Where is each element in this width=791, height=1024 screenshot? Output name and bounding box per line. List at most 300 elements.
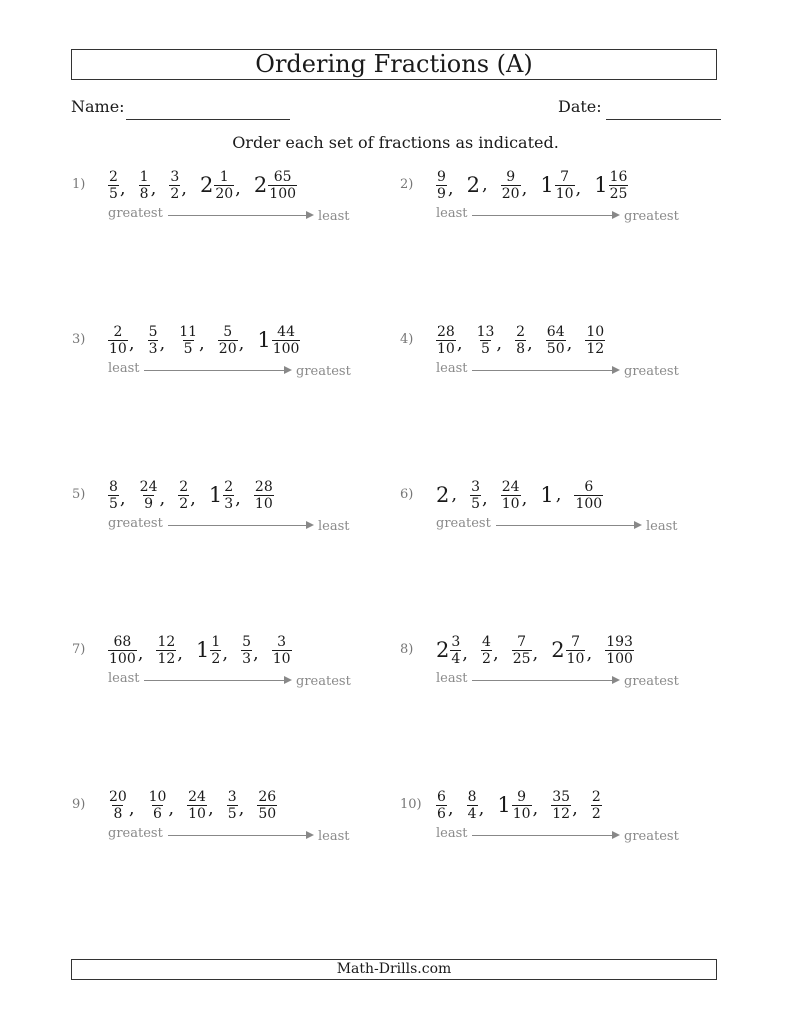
fraction xyxy=(574,479,603,512)
date-label: Date: xyxy=(558,97,602,116)
problem-item xyxy=(72,320,372,400)
arrow-head-icon xyxy=(306,831,314,839)
numerator: 20 xyxy=(109,788,127,805)
denominator: 100 xyxy=(269,185,297,202)
fraction-item xyxy=(139,479,166,512)
order-start-label: greatest xyxy=(108,516,163,531)
denominator: 6 xyxy=(437,805,446,822)
fraction xyxy=(501,479,521,512)
order-end-label: greatest xyxy=(624,674,679,689)
denominator: 10 xyxy=(254,495,273,512)
instructions: Order each set of fractions as indicated. xyxy=(232,133,559,152)
separator-comma: , xyxy=(159,487,166,509)
denominator: 8 xyxy=(516,340,526,357)
numerator: 24 xyxy=(501,478,520,495)
denominator: 25 xyxy=(512,650,531,667)
order-direction xyxy=(108,361,368,381)
fraction-item xyxy=(156,634,183,667)
separator-comma: , xyxy=(238,332,245,354)
separator-comma: , xyxy=(207,797,214,819)
separator-comma: , xyxy=(119,177,126,199)
denominator: 3 xyxy=(148,340,158,357)
order-start-label: least xyxy=(108,361,140,376)
fraction-item xyxy=(436,789,454,822)
problem-number: 6) xyxy=(400,487,414,502)
separator-comma: , xyxy=(235,487,241,509)
denominator: 3 xyxy=(242,650,251,667)
fraction xyxy=(436,324,456,357)
order-arrow xyxy=(472,215,612,216)
separator-comma: , xyxy=(521,487,528,509)
fraction-item xyxy=(436,169,454,202)
arrow-head-icon xyxy=(284,676,292,684)
fraction xyxy=(139,169,150,202)
separator-comma: , xyxy=(137,642,144,664)
separator-comma: , xyxy=(168,797,175,819)
problem-item xyxy=(72,165,372,245)
fraction xyxy=(436,169,447,202)
fraction-item xyxy=(551,789,578,822)
separator-comma: , xyxy=(150,177,157,199)
fraction-item xyxy=(200,169,241,202)
fraction xyxy=(156,634,176,667)
numerator: 10 xyxy=(586,323,605,340)
separator-comma: , xyxy=(119,487,126,509)
order-arrow xyxy=(168,215,306,216)
order-direction xyxy=(436,826,696,846)
order-direction xyxy=(108,671,368,691)
separator-comma: , xyxy=(492,642,499,664)
denominator: 5 xyxy=(183,340,193,357)
separator-comma: , xyxy=(190,487,196,509)
order-start-label: greatest xyxy=(108,826,163,841)
fraction-item xyxy=(108,324,135,357)
fraction-item xyxy=(254,169,297,202)
separator-comma: , xyxy=(478,797,485,819)
fraction xyxy=(214,169,234,202)
denominator: 100 xyxy=(575,495,603,512)
fraction-set xyxy=(108,165,310,205)
order-start-label: least xyxy=(108,671,140,686)
fraction xyxy=(551,789,571,822)
numerator: 3 xyxy=(227,788,237,805)
order-end-label: greatest xyxy=(624,364,679,379)
separator-comma: , xyxy=(177,642,184,664)
arrow-head-icon xyxy=(612,831,620,839)
order-direction xyxy=(436,361,696,381)
fraction-item xyxy=(481,634,499,667)
fraction xyxy=(187,789,207,822)
fraction-item xyxy=(108,169,126,202)
fraction xyxy=(178,479,189,512)
problem-number: 5) xyxy=(72,487,86,502)
denominator: 12 xyxy=(586,340,605,357)
numerator: 7 xyxy=(517,633,527,650)
fraction-item xyxy=(574,479,603,512)
fraction xyxy=(272,324,301,357)
fraction-item xyxy=(241,634,259,667)
order-direction xyxy=(436,516,696,536)
fraction xyxy=(272,634,292,667)
numerator: 2 xyxy=(591,788,601,805)
arrow-head-icon xyxy=(612,676,620,684)
order-end-label: greatest xyxy=(624,209,679,224)
numerator: 3 xyxy=(471,478,481,495)
fraction-item xyxy=(108,479,126,512)
separator-comma: , xyxy=(482,487,488,509)
separator-comma: , xyxy=(238,797,245,819)
fraction-item xyxy=(108,634,143,667)
fraction-item xyxy=(218,324,245,357)
order-start-label: least xyxy=(436,671,468,686)
separator-comma: , xyxy=(199,332,205,354)
problem-item xyxy=(400,785,700,865)
denominator: 5 xyxy=(471,495,481,512)
fraction-item xyxy=(254,479,274,512)
problem-item xyxy=(400,320,700,400)
numerator: 6 xyxy=(437,788,446,805)
order-end-label: least xyxy=(318,519,350,534)
fraction-set xyxy=(436,785,615,825)
numerator: 44 xyxy=(277,323,295,340)
fraction-item xyxy=(227,789,245,822)
denominator: 5 xyxy=(109,495,118,512)
fraction-item xyxy=(497,789,538,822)
fraction xyxy=(555,169,575,202)
fraction-item xyxy=(605,634,634,667)
denominator: 50 xyxy=(258,805,277,822)
denominator: 100 xyxy=(109,650,136,667)
order-start-label: least xyxy=(436,826,468,841)
numerator: 13 xyxy=(476,323,495,340)
fraction xyxy=(148,789,168,822)
denominator: 2 xyxy=(482,650,491,667)
denominator: 10 xyxy=(188,805,206,822)
problem-item xyxy=(72,475,372,555)
fraction-item xyxy=(139,169,157,202)
order-start-label: greatest xyxy=(108,206,163,221)
problem-item xyxy=(400,475,700,555)
fraction xyxy=(178,324,198,357)
numerator: 4 xyxy=(482,633,491,650)
fraction-item xyxy=(178,324,205,357)
whole-number: 1 xyxy=(497,793,511,817)
numerator: 68 xyxy=(113,633,132,650)
fraction-set xyxy=(436,320,618,360)
fraction-item xyxy=(540,482,561,508)
whole-number: 2 xyxy=(436,483,450,507)
fraction xyxy=(476,324,496,357)
fraction xyxy=(257,789,277,822)
denominator: 9 xyxy=(144,495,154,512)
fraction-item xyxy=(436,324,463,357)
worksheet-title: Ordering Fractions (A) xyxy=(71,49,717,80)
fraction-item xyxy=(585,324,605,357)
fraction-item xyxy=(467,172,488,198)
arrow-head-icon xyxy=(612,211,620,219)
fraction-item xyxy=(436,634,468,667)
numerator: 35 xyxy=(552,788,571,805)
separator-comma: , xyxy=(181,177,187,199)
numerator: 9 xyxy=(517,788,527,805)
fraction xyxy=(481,634,492,667)
numerator: 9 xyxy=(437,168,446,185)
fraction xyxy=(148,324,159,357)
order-end-label: least xyxy=(646,519,678,534)
numerator: 2 xyxy=(179,478,189,495)
numerator: 28 xyxy=(437,323,455,340)
numerator: 9 xyxy=(506,168,516,185)
whole-number: 2 xyxy=(436,638,450,662)
numerator: 2 xyxy=(516,323,526,340)
denominator: 100 xyxy=(272,340,300,357)
whole-number: 2 xyxy=(551,638,565,662)
problem-number: 8) xyxy=(400,642,414,657)
fraction-set xyxy=(108,475,287,515)
fraction-item xyxy=(591,789,602,822)
separator-comma: , xyxy=(128,332,135,354)
order-arrow xyxy=(168,835,306,836)
fraction-item xyxy=(108,789,135,822)
name-label: Name: xyxy=(71,97,125,116)
denominator: 3 xyxy=(224,495,234,512)
separator-comma: , xyxy=(235,177,241,199)
problem-number: 4) xyxy=(400,332,414,347)
numerator: 8 xyxy=(467,788,477,805)
fraction-item xyxy=(501,169,528,202)
denominator: 20 xyxy=(215,185,234,202)
numerator: 16 xyxy=(609,168,628,185)
numerator: 2 xyxy=(109,168,118,185)
denominator: 10 xyxy=(512,805,531,822)
fraction-item xyxy=(196,634,228,667)
separator-comma: , xyxy=(532,797,539,819)
fraction xyxy=(210,634,221,667)
order-arrow xyxy=(168,525,306,526)
order-end-label: least xyxy=(318,209,350,224)
fraction-item xyxy=(546,324,573,357)
order-start-label: least xyxy=(436,206,468,221)
fraction xyxy=(108,169,119,202)
numerator: 64 xyxy=(546,323,565,340)
denominator: 10 xyxy=(109,340,127,357)
fraction xyxy=(108,634,137,667)
denominator: 2 xyxy=(179,495,189,512)
fraction-item xyxy=(470,479,488,512)
fraction-item xyxy=(551,634,592,667)
fraction xyxy=(546,324,566,357)
fraction xyxy=(470,479,481,512)
order-arrow xyxy=(472,370,612,371)
fraction-item xyxy=(257,789,277,822)
denominator: 50 xyxy=(546,340,565,357)
numerator: 1 xyxy=(219,168,229,185)
denominator: 12 xyxy=(157,650,176,667)
denominator: 10 xyxy=(501,495,520,512)
fraction-item xyxy=(467,789,485,822)
denominator: 2 xyxy=(591,805,601,822)
numerator: 65 xyxy=(273,168,292,185)
fraction xyxy=(467,789,478,822)
problem-number: 3) xyxy=(72,332,86,347)
footer: Math-Drills.com xyxy=(71,959,717,980)
fraction-set xyxy=(108,630,305,670)
separator-comma: , xyxy=(447,177,454,199)
order-arrow xyxy=(472,680,612,681)
problem-number: 9) xyxy=(72,797,86,812)
separator-comma: , xyxy=(532,642,539,664)
separator-comma: , xyxy=(555,484,562,505)
order-arrow xyxy=(144,370,284,371)
denominator: 2 xyxy=(211,650,221,667)
numerator: 3 xyxy=(170,168,180,185)
order-end-label: greatest xyxy=(296,674,351,689)
fraction-item xyxy=(436,482,457,508)
numerator: 5 xyxy=(223,323,233,340)
separator-comma: , xyxy=(521,177,528,199)
fraction-item xyxy=(169,169,187,202)
separator-comma: , xyxy=(572,797,578,819)
fraction-item xyxy=(476,324,503,357)
denominator: 5 xyxy=(481,340,490,357)
whole-number: 1 xyxy=(540,173,554,197)
problem-item xyxy=(400,630,700,710)
whole-number: 1 xyxy=(208,483,223,507)
whole-number: 1 xyxy=(594,173,608,197)
denominator: 100 xyxy=(606,650,633,667)
problem-number: 10) xyxy=(400,797,422,812)
separator-comma: , xyxy=(159,332,166,354)
date-field[interactable] xyxy=(606,119,721,120)
denominator: 10 xyxy=(566,650,585,667)
fraction-item xyxy=(512,634,539,667)
numerator: 193 xyxy=(606,633,633,650)
order-end-label: greatest xyxy=(296,364,351,379)
whole-number: 2 xyxy=(199,173,214,197)
name-field[interactable] xyxy=(126,119,290,120)
separator-comma: , xyxy=(496,332,503,354)
fraction-item xyxy=(272,634,292,667)
whole-number: 1 xyxy=(540,483,554,507)
fraction xyxy=(605,634,634,667)
denominator: 8 xyxy=(113,805,123,822)
denominator: 6 xyxy=(153,805,162,822)
separator-comma: , xyxy=(252,642,259,664)
fraction-item xyxy=(148,324,166,357)
denominator: 12 xyxy=(552,805,571,822)
numerator: 26 xyxy=(258,788,277,805)
numerator: 28 xyxy=(254,478,273,495)
fraction xyxy=(585,324,605,357)
denominator: 4 xyxy=(467,805,477,822)
order-arrow xyxy=(496,525,634,526)
order-start-label: greatest xyxy=(436,516,491,531)
fraction xyxy=(108,324,128,357)
order-start-label: least xyxy=(436,361,468,376)
separator-comma: , xyxy=(128,797,135,819)
numerator: 7 xyxy=(571,633,580,650)
fraction xyxy=(566,634,586,667)
fraction-item xyxy=(594,169,628,202)
fraction-item xyxy=(178,479,196,512)
order-end-label: greatest xyxy=(624,829,679,844)
numerator: 5 xyxy=(242,633,251,650)
separator-comma: , xyxy=(586,642,593,664)
numerator: 5 xyxy=(148,323,158,340)
numerator: 10 xyxy=(148,788,167,805)
fraction xyxy=(108,789,128,822)
fraction xyxy=(268,169,297,202)
fraction xyxy=(218,324,238,357)
numerator: 24 xyxy=(188,788,206,805)
problem-number: 1) xyxy=(72,177,86,192)
fraction xyxy=(512,789,532,822)
numerator: 2 xyxy=(224,478,234,495)
numerator: 11 xyxy=(179,323,198,340)
order-direction xyxy=(436,206,696,226)
fraction xyxy=(450,634,461,667)
denominator: 20 xyxy=(218,340,237,357)
arrow-head-icon xyxy=(306,521,314,529)
numerator: 3 xyxy=(451,633,461,650)
order-direction xyxy=(108,826,368,846)
order-arrow xyxy=(472,835,612,836)
fraction-item xyxy=(187,789,214,822)
fraction xyxy=(241,634,252,667)
fraction-item xyxy=(501,479,528,512)
denominator: 20 xyxy=(501,185,520,202)
denominator: 4 xyxy=(451,650,461,667)
separator-comma: , xyxy=(222,642,229,664)
whole-number: 2 xyxy=(466,173,481,197)
problem-number: 2) xyxy=(400,177,414,192)
fraction xyxy=(501,169,521,202)
problem-item xyxy=(400,165,700,245)
separator-comma: , xyxy=(451,484,458,505)
denominator: 5 xyxy=(109,185,118,202)
numerator: 24 xyxy=(139,478,158,495)
numerator: 1 xyxy=(139,168,149,185)
fraction xyxy=(227,789,238,822)
denominator: 8 xyxy=(139,185,149,202)
separator-comma: , xyxy=(456,332,463,354)
numerator: 8 xyxy=(109,478,118,495)
order-direction xyxy=(108,516,368,536)
denominator: 2 xyxy=(170,185,180,202)
arrow-head-icon xyxy=(612,366,620,374)
separator-comma: , xyxy=(482,174,488,195)
fraction xyxy=(169,169,180,202)
fraction-set xyxy=(108,320,313,360)
separator-comma: , xyxy=(462,642,469,664)
separator-comma: , xyxy=(566,332,573,354)
whole-number: 1 xyxy=(257,328,271,352)
fraction xyxy=(609,169,629,202)
problem-item xyxy=(72,630,372,710)
fraction-item xyxy=(209,479,241,512)
fraction xyxy=(139,479,159,512)
fraction-item xyxy=(540,169,581,202)
fraction xyxy=(436,789,447,822)
arrow-head-icon xyxy=(284,366,292,374)
fraction-set xyxy=(436,165,641,205)
separator-comma: , xyxy=(575,177,582,199)
separator-comma: , xyxy=(527,332,533,354)
fraction-set xyxy=(436,475,616,515)
order-direction xyxy=(108,206,368,226)
fraction xyxy=(512,634,532,667)
fraction-item xyxy=(257,324,300,357)
